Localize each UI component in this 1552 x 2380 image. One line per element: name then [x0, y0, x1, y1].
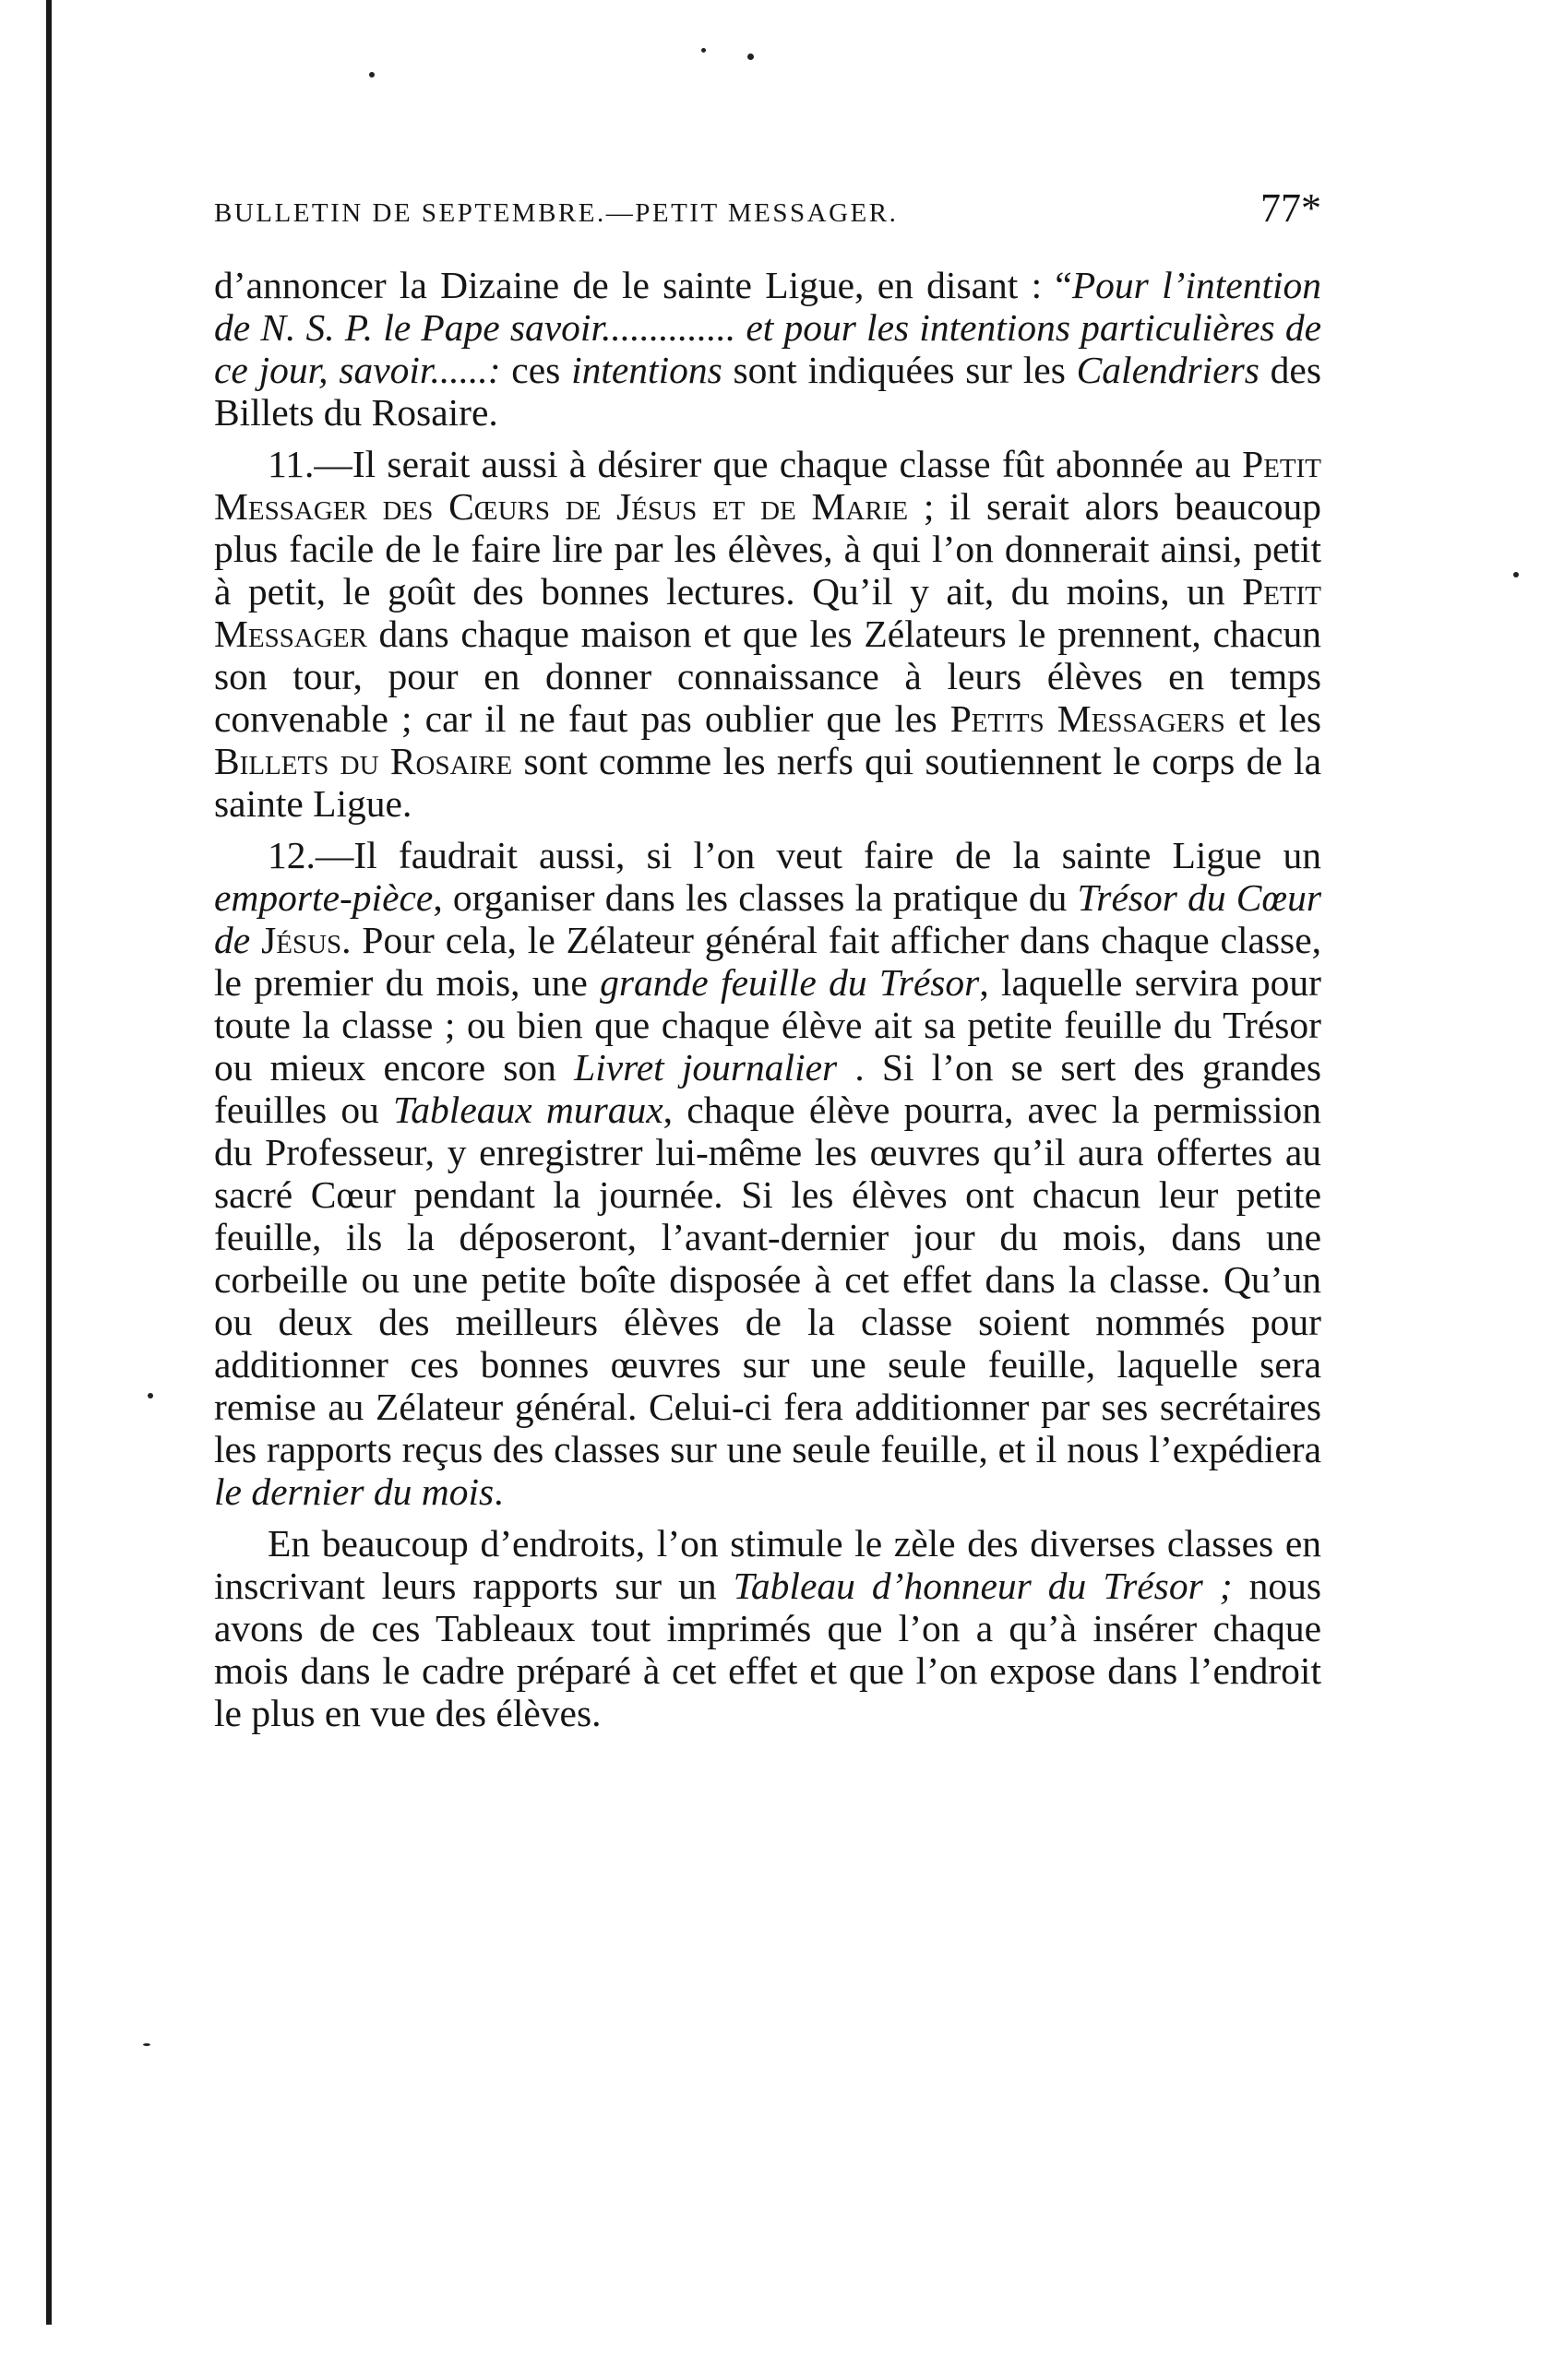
print-speck [148, 1393, 153, 1398]
italic-text: Trésor du Cœur de [214, 876, 1321, 961]
paragraph [214, 1522, 1321, 1734]
text-run: ; il serait alors beaucoup plus facile de le faire lire par les élèves, à qui l’on donnerait ainsi, petit à petit, le goût des bonnes lectures. Qu’il y ait, du moins, un [214, 485, 1321, 613]
text-run: , laquelle servira pour toute la classe ; ou bien que chaque élève ait sa petite feuille du Trésor ou mieux encore son [214, 961, 1321, 1089]
italic-text: Calendriers [1076, 349, 1260, 391]
text-run: sont indiquées sur les [722, 349, 1077, 391]
small-caps-text: Petit Messager [214, 570, 1321, 655]
italic-text: grande feuille du Trésor [600, 961, 980, 1004]
text-run: ces [500, 349, 572, 391]
print-speck [747, 54, 754, 60]
italic-text: Livret journalier [574, 1046, 838, 1089]
running-head [214, 184, 1321, 240]
text-run: 11.—Il serait aussi à désirer que chaque classe fût abonnée au [268, 443, 1243, 485]
paragraph [214, 834, 1321, 1513]
print-speck [143, 2043, 150, 2046]
book-page [214, 184, 1321, 1738]
italic-text: le dernier du mois [214, 1470, 495, 1513]
italic-text: Pour l’intention de N. S. P. le Pape savoir.............. et pour les intentions particulières de ce jour, savoir......: [214, 264, 1322, 391]
text-run: . [494, 1470, 504, 1513]
print-speck [369, 72, 375, 77]
text-run: . Si l’on se sert des grandes feuilles ou [214, 1046, 1321, 1131]
text-run: des Billets du Rosaire. [214, 349, 1321, 434]
italic-text: Tableaux muraux [393, 1089, 663, 1131]
text-run: 12.—Il faudrait aussi, si l’on veut faire de la sainte Ligue un [268, 834, 1321, 876]
text-run: d’annoncer la Dizaine de le sainte Ligue, en disant : “ [214, 264, 1072, 306]
text-run: En beaucoup d’endroits, l’on stimule le zèle des diverses classes en inscrivant leurs rapports sur un [214, 1522, 1321, 1607]
page-number: 77* [1260, 185, 1321, 231]
text-run: . Pour cela, le Zélateur général fait afficher dans chaque classe, le premier du mois, une [214, 919, 1322, 1004]
binding-edge-line [46, 0, 52, 2325]
small-caps-text: Petit Messager des Cœurs de Jésus et de Marie [214, 443, 1321, 528]
print-speck [1513, 572, 1519, 577]
small-caps-text: Petits Messagers [949, 697, 1225, 740]
italic-text: intentions [571, 349, 722, 391]
print-speck [701, 48, 706, 53]
text-run: et les [1224, 697, 1321, 740]
text-run: dans chaque maison et que les Zélateurs le prennent, chacun son tour, pour en donner connaissance à leurs élèves en temps convenable ; car il ne faut pas oublier que les [214, 613, 1321, 740]
body-text [214, 264, 1321, 1734]
text-run: nous avons de ces Tableaux tout imprimés que l’on a qu’à insérer chaque mois dans le cadre préparé à cet effet et que l’on expose dans l’endroit le plus en vue des élèves. [214, 1565, 1322, 1734]
text-run [250, 919, 261, 961]
text-run: , chaque élève pourra, avec la permission du Professeur, y enregistrer lui-même les œuvres qu’il aura offertes au sacré Cœur pendant la journée. Si les élèves ont chacun leur petite feuille, ils la déposeront, l’avant-dernier jour du mois, dans une corbeille ou une petite boîte disposée à cet effet dans la classe. Qu’un ou deux des meilleurs élèves de la classe soient nommés pour additionner ces bonnes œuvres sur une seule feuille, laquelle sera remise au Zélateur général. Celui-ci fera additionner par ses secrétaires les rapports reçus des classes sur une seule feuille, et il nous l’expédiera [214, 1089, 1321, 1470]
paragraph [214, 443, 1321, 825]
italic-text: Tableau d’honneur du Trésor ; [733, 1565, 1233, 1607]
text-run: , organiser dans les classes la pratique du [433, 876, 1078, 919]
italic-text: emporte-pièce [214, 876, 434, 919]
small-caps-text: Billets du Rosaire [214, 740, 513, 782]
text-run: sont comme les nerfs qui soutiennent le corps de la sainte Ligue. [214, 740, 1321, 825]
paragraph [214, 264, 1321, 434]
small-caps-text: Jésus [261, 919, 342, 961]
running-head-title: BULLETIN DE SEPTEMBRE.—PETIT MESSAGER. [214, 198, 899, 228]
